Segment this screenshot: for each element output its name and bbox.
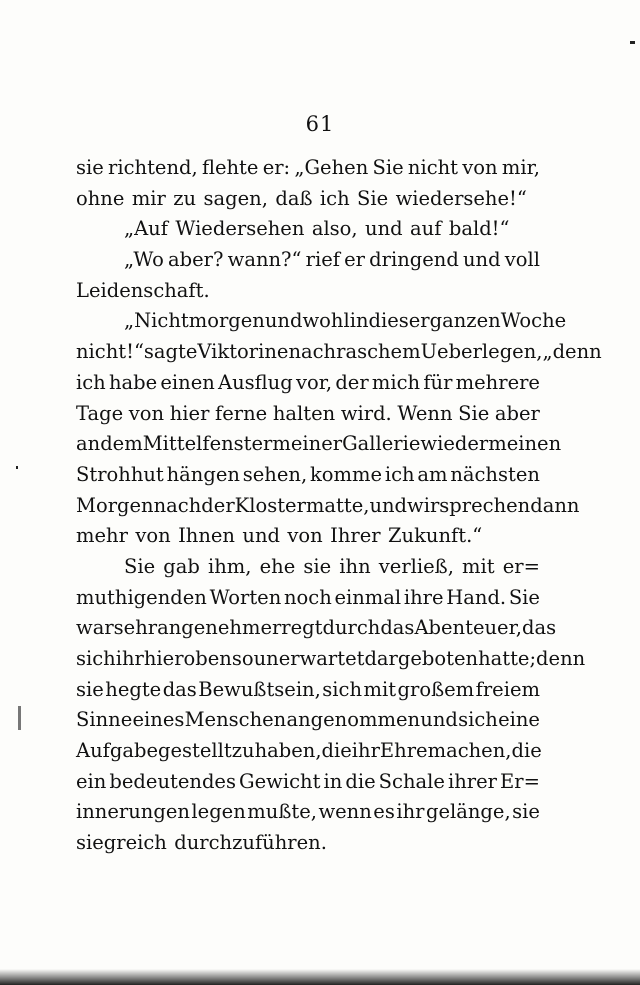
word: wann?“ (227, 248, 302, 272)
word: Strohhut (76, 462, 164, 486)
word: „denn (542, 340, 602, 364)
word: voll (504, 248, 540, 272)
scan-speck (630, 41, 635, 44)
text-line (76, 831, 540, 862)
word: für (423, 370, 453, 394)
word: komme (309, 462, 383, 486)
text-line (76, 770, 540, 801)
word: sie (303, 554, 332, 578)
word: Ueberlegen, (420, 340, 543, 364)
word: angenehm (157, 616, 261, 640)
text-line (76, 739, 540, 770)
word: ihr (396, 800, 425, 824)
word: bald!“ (448, 217, 510, 241)
text-line (76, 708, 540, 739)
word: dem (100, 432, 143, 456)
word: sagte (143, 340, 198, 364)
word: großem (397, 677, 475, 701)
word: richtend, (108, 156, 198, 179)
word: Sie (372, 156, 404, 179)
word: gestellt (158, 739, 232, 763)
word: von (287, 524, 323, 548)
word: die (345, 769, 376, 793)
word: muthigenden (76, 585, 207, 609)
word: hier (143, 647, 184, 670)
word: machen, (427, 739, 512, 763)
word: Hand. (446, 585, 507, 609)
word: angenommen (286, 708, 421, 732)
word: ehe (259, 554, 296, 578)
word: ganzen (429, 309, 501, 333)
word: Wiedersehen (175, 217, 305, 241)
word: bedeutendes (109, 769, 236, 793)
word: nach (288, 340, 337, 364)
word: die (321, 739, 352, 763)
word: wenn (318, 800, 372, 824)
word: erregt (260, 616, 323, 640)
word: sich (458, 708, 498, 732)
word: mußte, (247, 800, 317, 824)
word: und (420, 708, 458, 732)
word: vor, (295, 370, 333, 394)
word: also, (311, 217, 358, 241)
word: sie (76, 677, 104, 701)
word: Tage (76, 401, 124, 425)
word: und (462, 248, 501, 272)
word: von (462, 156, 498, 179)
word: Sie (508, 585, 540, 609)
word: meinen (488, 432, 562, 456)
word: Klostermatte, (234, 493, 370, 517)
word: hängen (166, 462, 240, 486)
word: eines (132, 708, 185, 732)
word: Wenn (397, 401, 453, 425)
word: Er= (500, 769, 540, 793)
word: noch (283, 585, 332, 609)
word: in (323, 769, 343, 793)
word: mich (371, 370, 421, 394)
word: Morgen (76, 493, 154, 517)
word: ihr (115, 647, 144, 670)
text-line (76, 524, 540, 555)
word: Sie (124, 554, 156, 578)
word: hier (169, 401, 210, 425)
word: es (373, 800, 395, 824)
word: wieder (420, 432, 489, 456)
word: sich (322, 677, 363, 701)
word: aber (494, 401, 540, 425)
word: ein (76, 769, 107, 793)
word: sie (76, 156, 104, 179)
word: Worten (209, 585, 282, 609)
word: dringend (369, 248, 459, 272)
word: von (128, 401, 165, 425)
word: Mittelfenster (142, 432, 273, 456)
text-line (76, 248, 540, 279)
text-line (76, 800, 540, 831)
word: war (76, 616, 114, 640)
word: nächsten (450, 462, 540, 486)
word: wohl (302, 309, 350, 333)
word: nicht (407, 156, 459, 179)
word: mir (131, 186, 166, 210)
word: Leidenschaft. (76, 278, 210, 302)
word: meiner (272, 432, 343, 456)
word: er: (262, 156, 291, 179)
word: sehen, (242, 462, 308, 486)
word: ihrer (447, 769, 497, 793)
word: ohne (76, 186, 125, 210)
word: dann (530, 493, 580, 517)
word: mir, (501, 156, 540, 179)
text-line (76, 647, 586, 678)
word: halten (272, 401, 336, 425)
word: morgen (188, 309, 265, 333)
word: ferne (215, 401, 268, 425)
word: das (380, 616, 415, 640)
word: sich (76, 647, 116, 670)
word: sprechen (439, 493, 531, 517)
word: sehr (113, 616, 158, 640)
text-line (76, 402, 540, 433)
page-number: 61 (305, 112, 335, 136)
word: zu (173, 186, 197, 210)
word: denn (536, 647, 586, 670)
word: daß (275, 186, 313, 210)
word: auf (410, 217, 442, 241)
word: mehrere (455, 370, 540, 394)
word: legen (191, 800, 246, 824)
word: er (344, 248, 365, 272)
text-line (76, 340, 602, 371)
word: sie (512, 800, 540, 824)
word: „Gehen (294, 156, 369, 179)
word: Viktorine (197, 340, 289, 364)
word: Zukunft.“ (388, 524, 483, 548)
word: gelänge, (425, 800, 511, 824)
word: einmal (334, 585, 402, 609)
word: durchzuführen. (174, 831, 327, 855)
word: das (162, 677, 197, 701)
text-line (76, 432, 562, 463)
word: und (242, 524, 280, 548)
word: Ihrer (330, 524, 381, 548)
word: sagen, (203, 186, 268, 210)
word: und (264, 309, 303, 333)
word: er= (502, 554, 540, 578)
word: Ehre (379, 739, 428, 763)
word: die (511, 739, 542, 763)
word: ihm, (207, 554, 252, 578)
text-line (76, 279, 540, 310)
word: ich (384, 462, 415, 486)
word: ich (76, 370, 106, 394)
body-text (76, 156, 602, 862)
word: Menschen (184, 708, 287, 732)
word: ich (319, 186, 350, 210)
text-line (76, 493, 580, 525)
word: mehr (76, 524, 128, 548)
word: ihr (351, 739, 380, 763)
word: eine (498, 708, 540, 732)
word: und (369, 493, 408, 517)
word: Aufgabe (76, 739, 158, 763)
text-line (76, 156, 540, 187)
word: Bewußtsein, (198, 677, 321, 701)
word: nach (153, 493, 202, 517)
word: Sie (357, 186, 389, 210)
word: einen (160, 370, 215, 394)
word: wiedersehe!“ (395, 186, 527, 210)
word: hatte; (478, 647, 537, 670)
word: Gewicht (239, 769, 321, 793)
word: unerwartet (253, 647, 365, 670)
word: der (201, 493, 235, 517)
word: mit (462, 554, 495, 578)
word: und (365, 217, 403, 241)
word: „Auf (124, 217, 168, 241)
word: rief (305, 248, 340, 272)
word: Gallerie (342, 432, 421, 456)
word: an (76, 432, 101, 456)
word: wird. (340, 401, 392, 425)
word: dieser (368, 309, 430, 333)
word: habe (108, 370, 158, 394)
word: von (135, 524, 171, 548)
word: haben, (254, 739, 322, 763)
word: ihn (339, 554, 371, 578)
text-line (76, 678, 540, 709)
word: am (417, 462, 448, 486)
word: freiem (475, 677, 540, 701)
word: raschem (336, 340, 421, 364)
word: Abenteuer, (414, 616, 522, 640)
word: dargeboten (364, 647, 479, 670)
word: innerungen (76, 800, 190, 824)
word: in (349, 309, 369, 333)
word: Ausflug (218, 370, 293, 394)
page-bottom-shadow (0, 969, 640, 985)
word: gab (163, 554, 200, 578)
word: das (521, 616, 557, 640)
word: so (231, 647, 254, 670)
text-line (76, 309, 567, 340)
word: Schale (378, 769, 445, 793)
text-line (76, 555, 540, 586)
word: flehte (201, 156, 259, 179)
scan-speck (18, 706, 21, 730)
word: der (335, 370, 369, 394)
word: aber? (168, 248, 224, 272)
word: „Nicht (124, 309, 189, 333)
word: nicht!“ (76, 340, 144, 364)
word: hegte (105, 677, 162, 701)
word: zu (231, 739, 255, 763)
text-line (76, 463, 540, 494)
word: Woche (500, 309, 567, 333)
word: Sie (458, 401, 490, 425)
text-line (76, 616, 557, 647)
text-line (76, 187, 540, 218)
word: ihre (403, 585, 444, 609)
word: mit (363, 677, 397, 701)
text-line (76, 371, 540, 402)
text-line (76, 586, 540, 617)
word: verließ, (378, 554, 454, 578)
word: oben (183, 647, 232, 670)
word: wir (407, 493, 440, 517)
word: durch (322, 616, 381, 640)
scan-speck (16, 466, 18, 469)
word: Sinne (76, 708, 133, 732)
word: „Wo (124, 248, 164, 272)
word: Ihnen (178, 524, 235, 548)
text-line (76, 217, 540, 248)
word: siegreich (76, 831, 167, 855)
